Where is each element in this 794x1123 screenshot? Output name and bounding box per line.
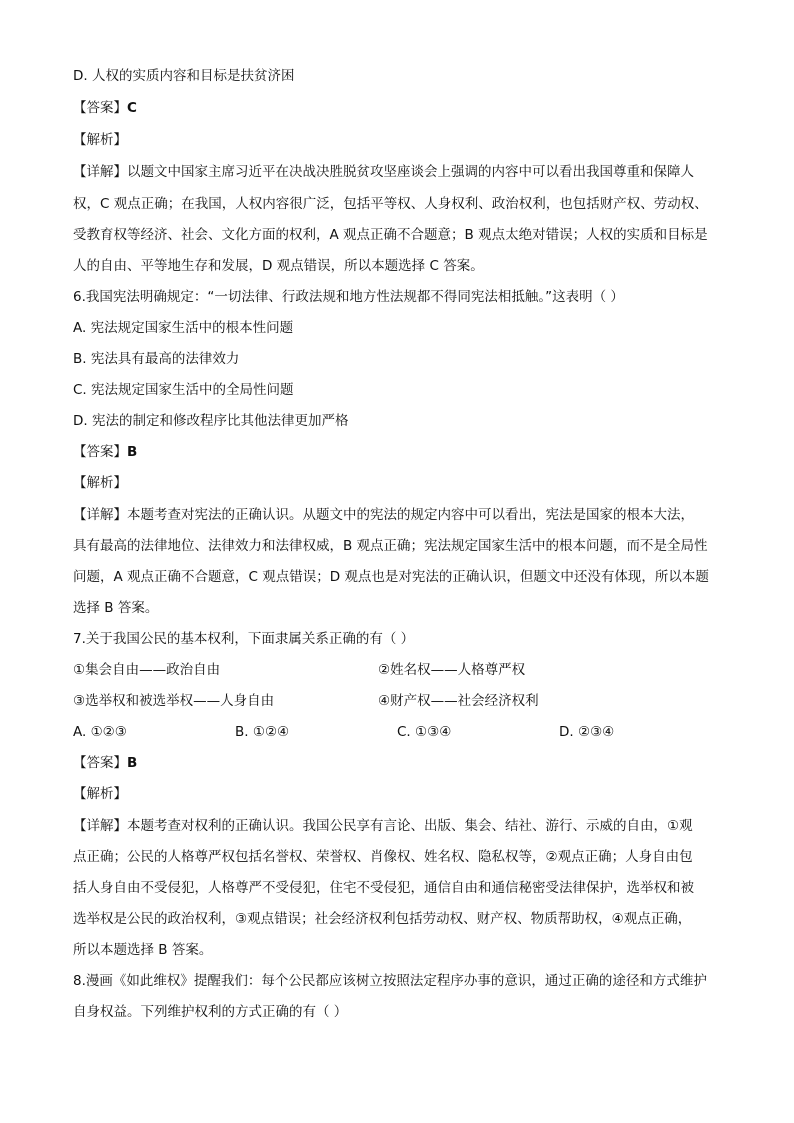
q7-item-2: ②姓名权——人格尊严权 xyxy=(378,662,526,678)
q5-detail-line-4: 人的自由、平等地生存和发展，D 观点错误，所以本题选择 C 答案。 xyxy=(73,258,484,274)
q5-detail-line-3: 受教育权等经济、社会、文化方面的权利，A 观点正确不合题意；B 观点太绝对错误；人权的实质和目标是 xyxy=(73,227,708,243)
q6-option-a: A. 宪法规定国家生活中的根本性问题 xyxy=(73,320,294,336)
q8-stem-line-1: 8.漫画《如此维权》提醒我们：每个公民都应该树立按照法定程序办事的意识，通过正确的途径和方式维护 xyxy=(73,973,707,989)
q6-option-d: D. 宪法的制定和修改程序比其他法律更加严格 xyxy=(73,413,349,429)
q7-detail-line-4: 选举权是公民的政治权利，③观点错误；社会经济权利包括劳动权、财产权、物质帮助权，④观点正确， xyxy=(73,911,692,927)
q6-answer-row xyxy=(73,444,137,460)
q6-stem: 6.我国宪法明确规定：“一切法律、行政法规和地方性法规都不得同宪法相抵触。”这表明（ ） xyxy=(73,289,624,305)
detail-label: 【详解】 xyxy=(73,818,127,834)
q7-option-b: B. ①②④ xyxy=(235,724,290,740)
q5-detail-line-1: 【详解】以题文中国家主席习近平在决战决胜脱贫攻坚座谈会上强调的内容中可以看出我国尊重和保障人 xyxy=(73,164,694,180)
detail-label: 【详解】 xyxy=(73,164,127,180)
q7-detail-line-1: 【详解】本题考查对权利的正确认识。我国公民享有言论、出版、集会、结社、游行、示威的自由，①观 xyxy=(73,818,693,834)
q5-answer-row xyxy=(73,100,137,116)
q6-detail-line-1: 【详解】本题考查对宪法的正确认识。从题文中的宪法的规定内容中可以看出，宪法是国家的根本大法， xyxy=(73,507,694,523)
q8-stem-line-2: 自身权益。下列维护权利的方式正确的有（ ） xyxy=(73,1004,348,1020)
q7-item-1: ①集会自由——政治自由 xyxy=(73,662,221,678)
q7-answer-row xyxy=(73,755,137,771)
q6-detail-line-3: 问题，A 观点正确不合题意，C 观点错误；D 观点也是对宪法的正确认识，但题文中还没有体现，所以本题 xyxy=(73,569,709,585)
answer-value: B xyxy=(127,444,138,460)
q7-detail-line-2: 点正确；公民的人格尊严权包括名誉权、荣誉权、肖像权、姓名权、隐私权等，②观点正确；人身自由包 xyxy=(73,849,693,865)
q7-option-a: A. ①②③ xyxy=(73,724,127,740)
q7-detail-line-3: 括人身自由不受侵犯，人格尊严不受侵犯，住宅不受侵犯，通信自由和通信秘密受法律保护，选举权和被 xyxy=(73,880,694,896)
q7-analysis-label: 【解析】 xyxy=(73,786,127,802)
q6-analysis-label: 【解析】 xyxy=(73,475,127,491)
answer-value: B xyxy=(127,755,138,771)
answer-label: 【答案】 xyxy=(73,444,127,460)
answer-label: 【答案】 xyxy=(73,100,127,116)
q7-option-d: D. ②③④ xyxy=(559,724,615,740)
q6-option-c: C. 宪法规定国家生活中的全局性问题 xyxy=(73,382,294,398)
q7-stem: 7.关于我国公民的基本权利，下面隶属关系正确的有（ ） xyxy=(73,631,415,647)
detail-label: 【详解】 xyxy=(73,507,127,523)
q6-detail-line-4: 选择 B 答案。 xyxy=(73,600,159,616)
q7-option-c: C. ①③④ xyxy=(397,724,452,740)
answer-value: C xyxy=(127,100,137,116)
answer-label: 【答案】 xyxy=(73,755,127,771)
q5-analysis-label: 【解析】 xyxy=(73,132,127,148)
q6-detail-line-2: 具有最高的法律地位、法律效力和法律权威，B 观点正确；宪法规定国家生活中的根本问题，而不是全局性 xyxy=(73,538,708,554)
q5-option-d: D. 人权的实质内容和目标是扶贫济困 xyxy=(73,68,295,84)
q7-item-4: ④财产权——社会经济权利 xyxy=(378,693,539,709)
q6-option-b: B. 宪法具有最高的法律效力 xyxy=(73,351,240,367)
q7-detail-line-5: 所以本题选择 B 答案。 xyxy=(73,942,213,958)
q7-item-3: ③选举权和被选举权——人身自由 xyxy=(73,693,275,709)
q5-detail-line-2: 权，C 观点正确；在我国，人权内容很广泛，包括平等权、人身权利、政治权利，也包括财产权、劳动权、 xyxy=(73,196,708,212)
